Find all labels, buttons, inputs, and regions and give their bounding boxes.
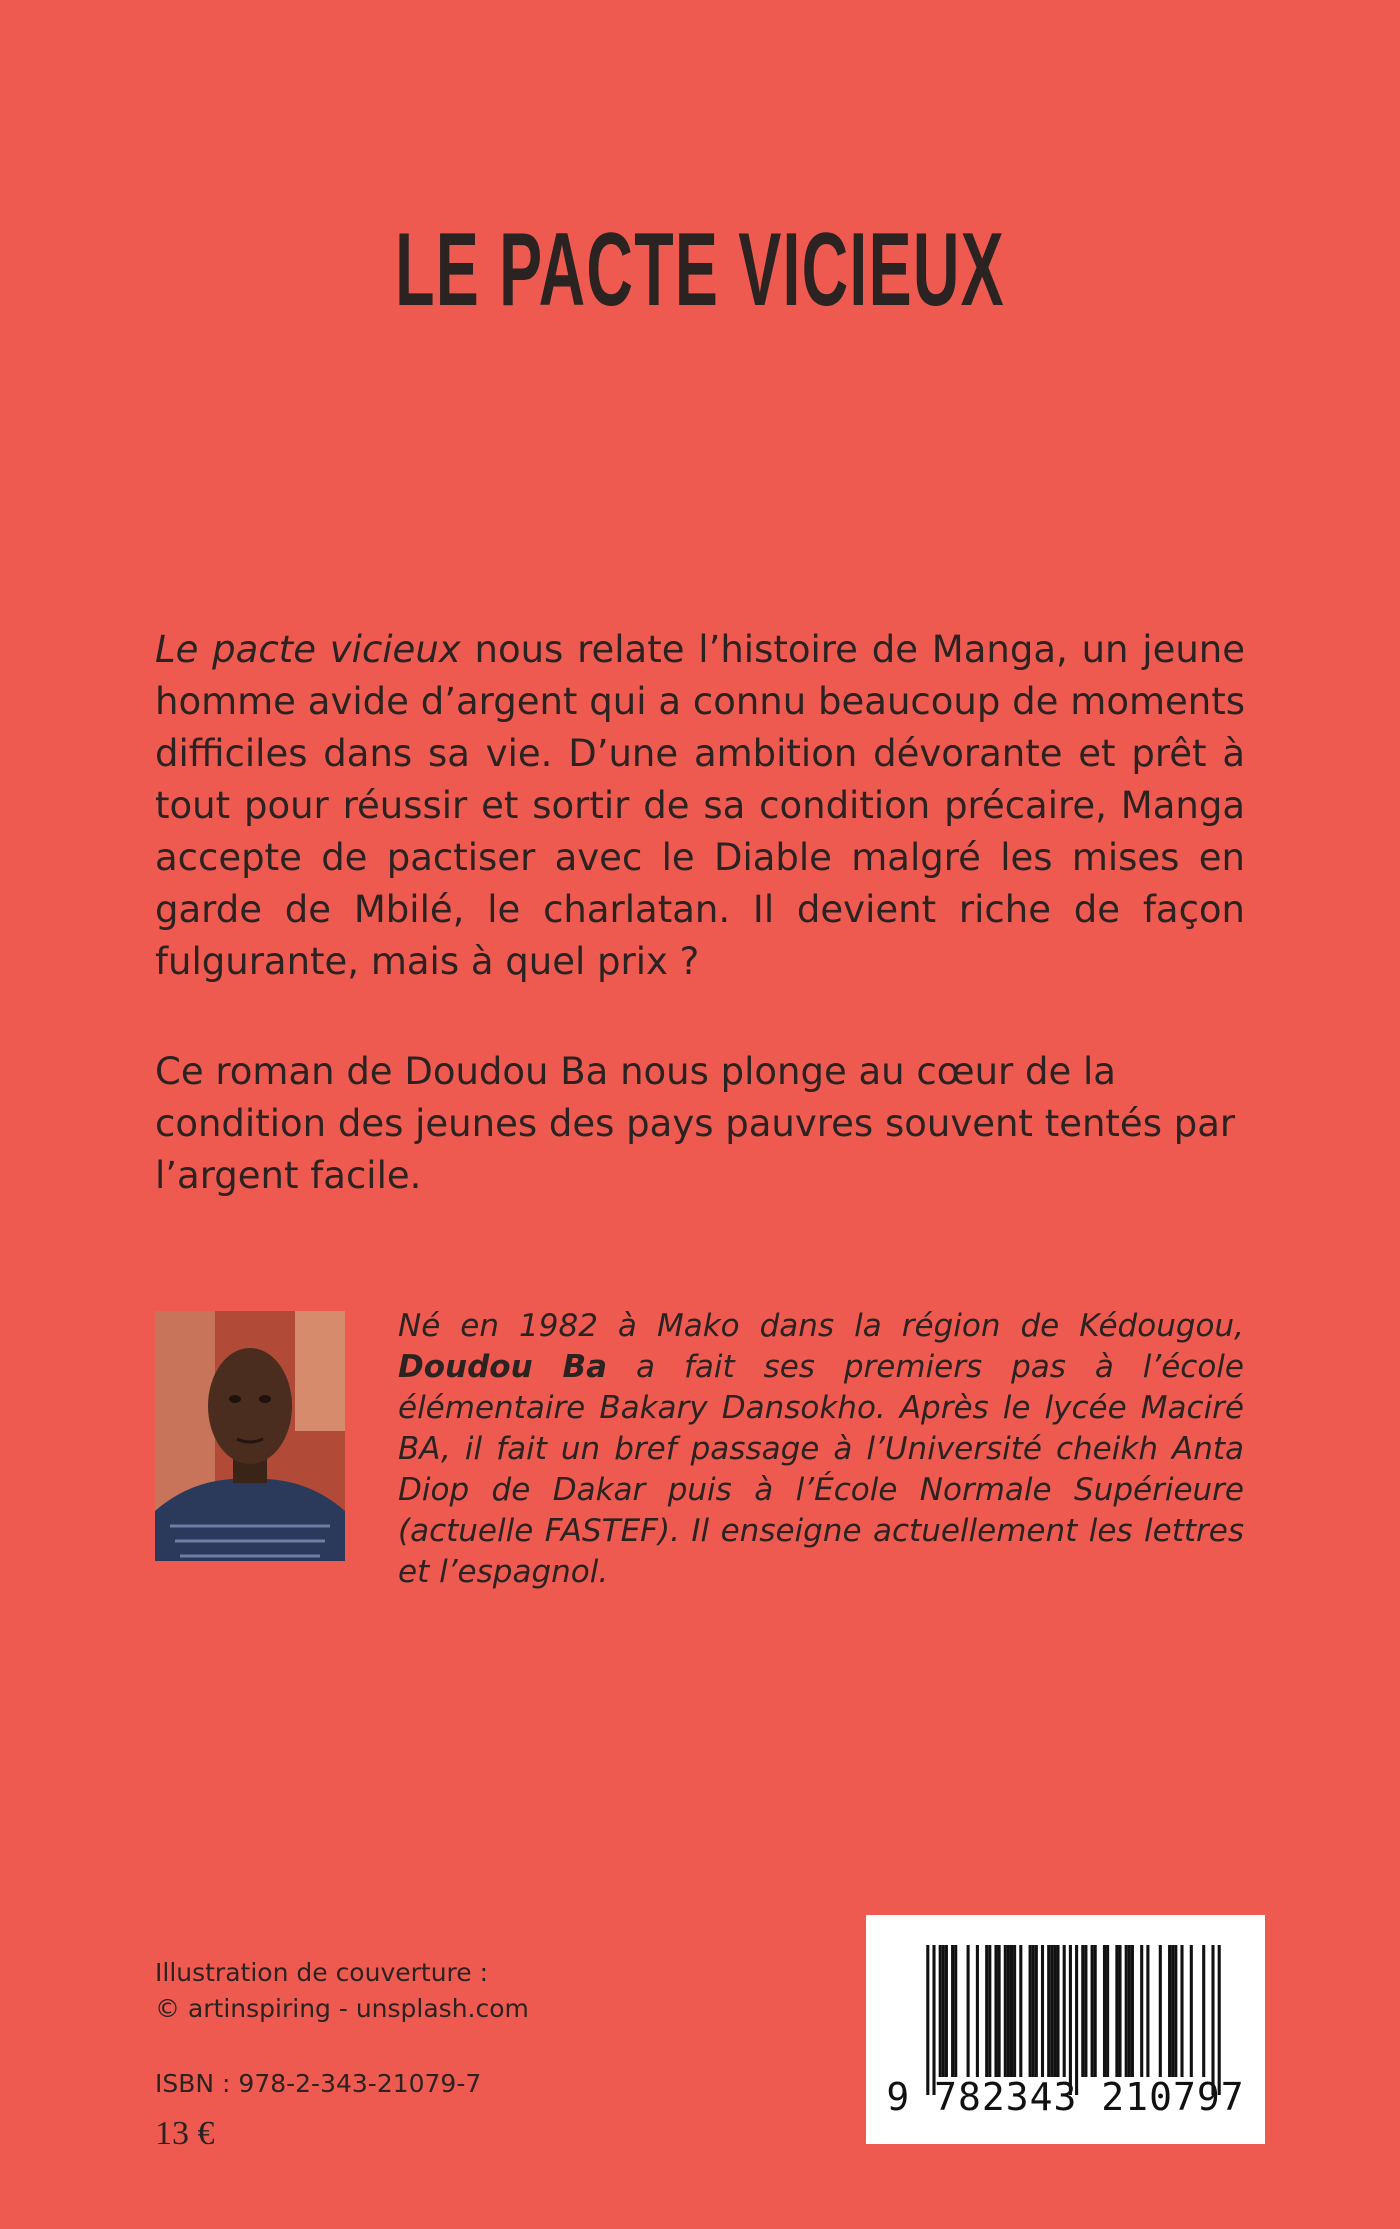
barcode-bar [1032,1945,1035,2077]
barcode-bar [1125,1945,1128,2077]
barcode-bar [985,1945,988,2077]
barcode-bar [945,1945,948,2077]
barcode-bar [1019,1945,1022,2077]
barcode-bar [967,1945,970,2077]
barcode-bar [954,1945,957,2077]
barcode-bar [1159,1945,1162,2077]
credits-label: Illustration de couverture : [155,1958,489,1987]
barcode-bar [1041,1945,1044,2077]
book-title: LE PACTE VICIEUX [395,212,1005,328]
barcode-bar [1118,1945,1121,2077]
barcode-bar [994,1945,997,2077]
barcode-bar [1069,1945,1072,2095]
author-photo [155,1311,345,1561]
barcode-bar [1047,1945,1050,2077]
barcode-bar [1029,1945,1032,2077]
barcode-bar [1140,1945,1143,2077]
barcode-bar [1211,1945,1214,2095]
barcode-bar [1171,1945,1174,2077]
barcode-bar [1106,1945,1109,2077]
credits-source: © artinspiring - unsplash.com [155,1994,529,2023]
barcode-bar [1180,1945,1183,2077]
author-bio-intro: Né en 1982 à Mako dans la région de Kédougou, [398,1308,1244,1344]
barcode-bar [1050,1945,1053,2077]
barcode-bar [1218,1945,1221,2095]
barcode-bar [1007,1945,1010,2077]
barcode-bar [1063,1945,1066,2077]
price: 13 € [155,2115,215,2152]
barcode-bar [1075,1945,1078,2095]
barcode-bar [998,1945,1001,2077]
barcode-bar [1004,1945,1007,2077]
barcode-bar [951,1945,954,2077]
barcode [866,1915,1265,2144]
synopsis-paragraph-2: Ce roman de Doudou Ba nous plonge au cœur de la condition des jeunes des pays pauvres souvent tentés par l’argent facile. [155,1050,1236,1197]
cover-credits [155,1955,529,2027]
author-portrait-icon [155,1311,345,1561]
barcode-bar [1174,1945,1177,2077]
synopsis-book-title: Le pacte vicieux [155,628,461,671]
barcode-bar [1010,1945,1013,2077]
synopsis-paragraph-1 [155,624,1245,988]
barcode-bar [932,1945,935,2095]
barcode-bar [1081,1945,1084,2077]
barcode-bar [1091,1945,1094,2077]
barcode-bar [1128,1945,1131,2077]
barcode-bar [926,1945,929,2095]
barcode-bar [939,1945,942,2077]
barcode-bar [1084,1945,1087,2077]
barcode-bar [1103,1945,1106,2077]
barcode-digits: 9 782343 210797 [886,2075,1245,2119]
barcode-bar [1168,1945,1171,2077]
barcode-bar [1115,1945,1118,2077]
barcode-bar [1013,1945,1016,2077]
barcode-bar [1146,1945,1149,2077]
barcode-bar [1056,1945,1059,2077]
author-name: Doudou Ba [398,1349,608,1385]
barcode-bar [1131,1945,1134,2077]
isbn: ISBN : 978-2-343-21079-7 [155,2069,482,2098]
barcode-bar [942,1945,945,2077]
barcode-bar [1190,1945,1193,2077]
author-bio [398,1306,1244,1593]
barcode-bar [1202,1945,1205,2077]
barcode-bar [976,1945,979,2077]
barcode-bar [1053,1945,1056,2077]
barcode-bar [1035,1945,1038,2077]
synopsis-text: nous relate l’histoire de Manga, un jeune homme avide d’argent qui a connu beaucoup de moments difficiles dans sa vie. D’une ambition dévorante et prêt à tout pour réussir et sortir de sa condition précaire, Manga accepte de pactiser avec le Diable malgré les mises en garde de Mbilé, le charlatan. Il devient riche de façon fulgurante, mais à quel prix ? [155,628,1245,983]
barcode-bar [988,1945,991,2077]
author-bio-rest: a fait ses premiers pas à l’école élémentaire Bakary Dansokho. Après le lycée Maciré BA, il fait un bref passage à l’Université cheikh Anta Diop de Dakar puis à l’École Normale Supérieure (actuelle FASTEF). Il enseigne actuellement les lettres et l’espagnol. [398,1349,1244,1590]
barcode-bar [1094,1945,1097,2077]
